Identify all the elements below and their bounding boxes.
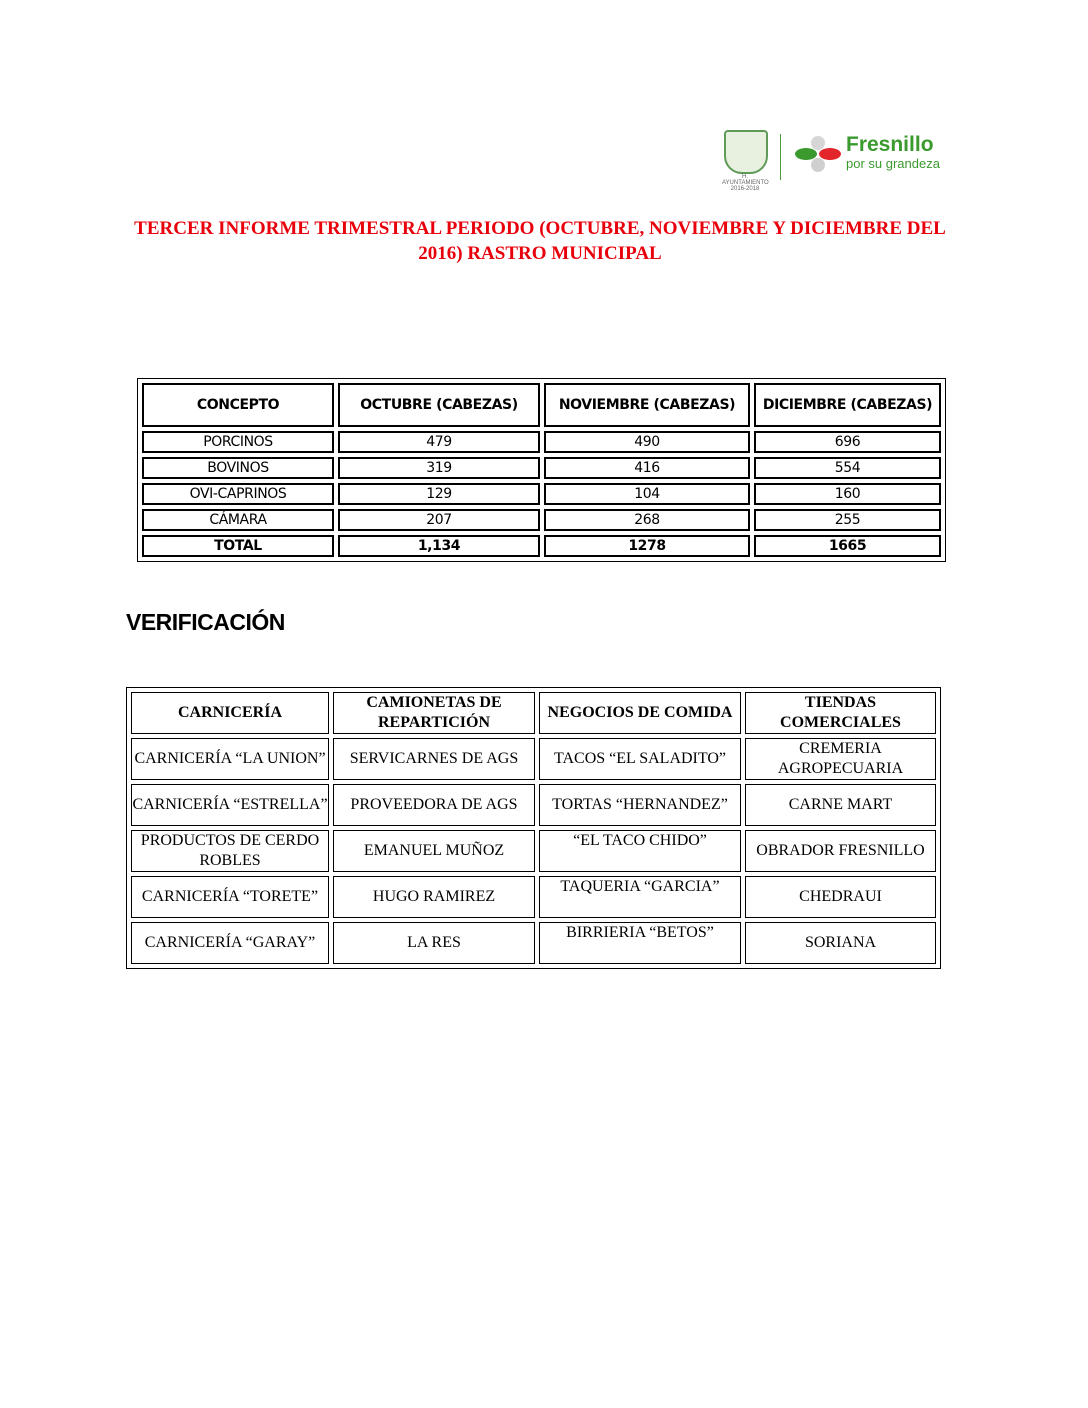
table-row bbox=[131, 922, 936, 964]
cell: CÁMARA bbox=[142, 509, 334, 531]
table-header-row bbox=[131, 692, 936, 734]
cell: PRODUCTOS DE CERDO ROBLES bbox=[131, 830, 329, 872]
header-cell: CONCEPTO bbox=[142, 383, 334, 427]
cell: PORCINOS bbox=[142, 431, 334, 453]
header-cell: DICIEMBRE (CABEZAS) bbox=[754, 383, 941, 427]
cell: 490 bbox=[544, 431, 750, 453]
cell: PROVEEDORA DE AGS bbox=[333, 784, 535, 826]
header-logo bbox=[722, 128, 952, 192]
header-cell: OCTUBRE (CABEZAS) bbox=[338, 383, 540, 427]
cell: CHEDRAUI bbox=[745, 876, 936, 918]
cell: LA RES bbox=[333, 922, 535, 964]
table-row bbox=[142, 483, 941, 505]
logo-caption: H. AYUNTAMIENTO 2016-2018 bbox=[722, 174, 769, 192]
cell: CARNICERÍA “TORETE” bbox=[131, 876, 329, 918]
cell: TORTAS “HERNANDEZ” bbox=[539, 784, 741, 826]
table-row bbox=[131, 830, 936, 872]
header-cell: CAMIONETAS DE REPARTICIÓN bbox=[333, 692, 535, 734]
brand-tagline: por su grandeza bbox=[846, 156, 940, 171]
cell: 160 bbox=[754, 483, 941, 505]
cell: 1665 bbox=[754, 535, 941, 557]
cell: EMANUEL MUÑOZ bbox=[333, 830, 535, 872]
cell: HUGO RAMIREZ bbox=[333, 876, 535, 918]
header-cell: TIENDAS COMERCIALES bbox=[745, 692, 936, 734]
cell: CARNICERÍA “LA UNION” bbox=[131, 738, 329, 780]
cell: CARNE MART bbox=[745, 784, 936, 826]
total-row bbox=[142, 535, 941, 557]
cell: 554 bbox=[754, 457, 941, 479]
logo-divider bbox=[780, 134, 781, 180]
table-row bbox=[142, 509, 941, 531]
cell: OVI-CAPRINOS bbox=[142, 483, 334, 505]
cell: 207 bbox=[338, 509, 540, 531]
cell: TOTAL bbox=[142, 535, 334, 557]
cell: 319 bbox=[338, 457, 540, 479]
cell: TAQUERIA “GARCIA” bbox=[539, 876, 741, 918]
cell: 1278 bbox=[544, 535, 750, 557]
cell: OBRADOR FRESNILLO bbox=[745, 830, 936, 872]
cell: BOVINOS bbox=[142, 457, 334, 479]
cell: 104 bbox=[544, 483, 750, 505]
cell: SERVICARNES DE AGS bbox=[333, 738, 535, 780]
cell: 696 bbox=[754, 431, 941, 453]
cell: BIRRIERIA “BETOS” bbox=[539, 922, 741, 964]
cell: CARNICERÍA “GARAY” bbox=[131, 922, 329, 964]
cell: CREMERIA AGROPECUARIA bbox=[745, 738, 936, 780]
table-row bbox=[131, 876, 936, 918]
cell: TACOS “EL SALADITO” bbox=[539, 738, 741, 780]
brand-name: Fresnillo bbox=[846, 133, 934, 156]
cell: SORIANA bbox=[745, 922, 936, 964]
fresnillo-petals-icon bbox=[794, 134, 842, 174]
cell: 268 bbox=[544, 509, 750, 531]
cell: 479 bbox=[338, 431, 540, 453]
cell: 416 bbox=[544, 457, 750, 479]
table-row bbox=[131, 784, 936, 826]
header-cell: CARNICERÍA bbox=[131, 692, 329, 734]
header-cell: NOVIEMBRE (CABEZAS) bbox=[544, 383, 750, 427]
report-title: TERCER INFORME TRIMESTRAL PERIODO (OCTUBRE, NOVIEMBRE Y DICIEMBRE DEL 2016) RASTRO MUNICIPAL bbox=[134, 218, 946, 264]
table-row bbox=[142, 431, 941, 453]
municipal-shield-icon bbox=[724, 130, 768, 174]
table-header-row bbox=[142, 383, 941, 427]
cell: 255 bbox=[754, 509, 941, 531]
table-row bbox=[142, 457, 941, 479]
slaughter-table bbox=[137, 378, 946, 562]
cell: “EL TACO CHIDO” bbox=[539, 830, 741, 872]
cell: CARNICERÍA “ESTRELLA” bbox=[131, 784, 329, 826]
verification-table bbox=[126, 687, 941, 969]
header-cell: NEGOCIOS DE COMIDA bbox=[539, 692, 741, 734]
section-heading: VERIFICACIÓN bbox=[126, 609, 285, 635]
cell: 1,134 bbox=[338, 535, 540, 557]
table-row bbox=[131, 738, 936, 780]
cell: 129 bbox=[338, 483, 540, 505]
